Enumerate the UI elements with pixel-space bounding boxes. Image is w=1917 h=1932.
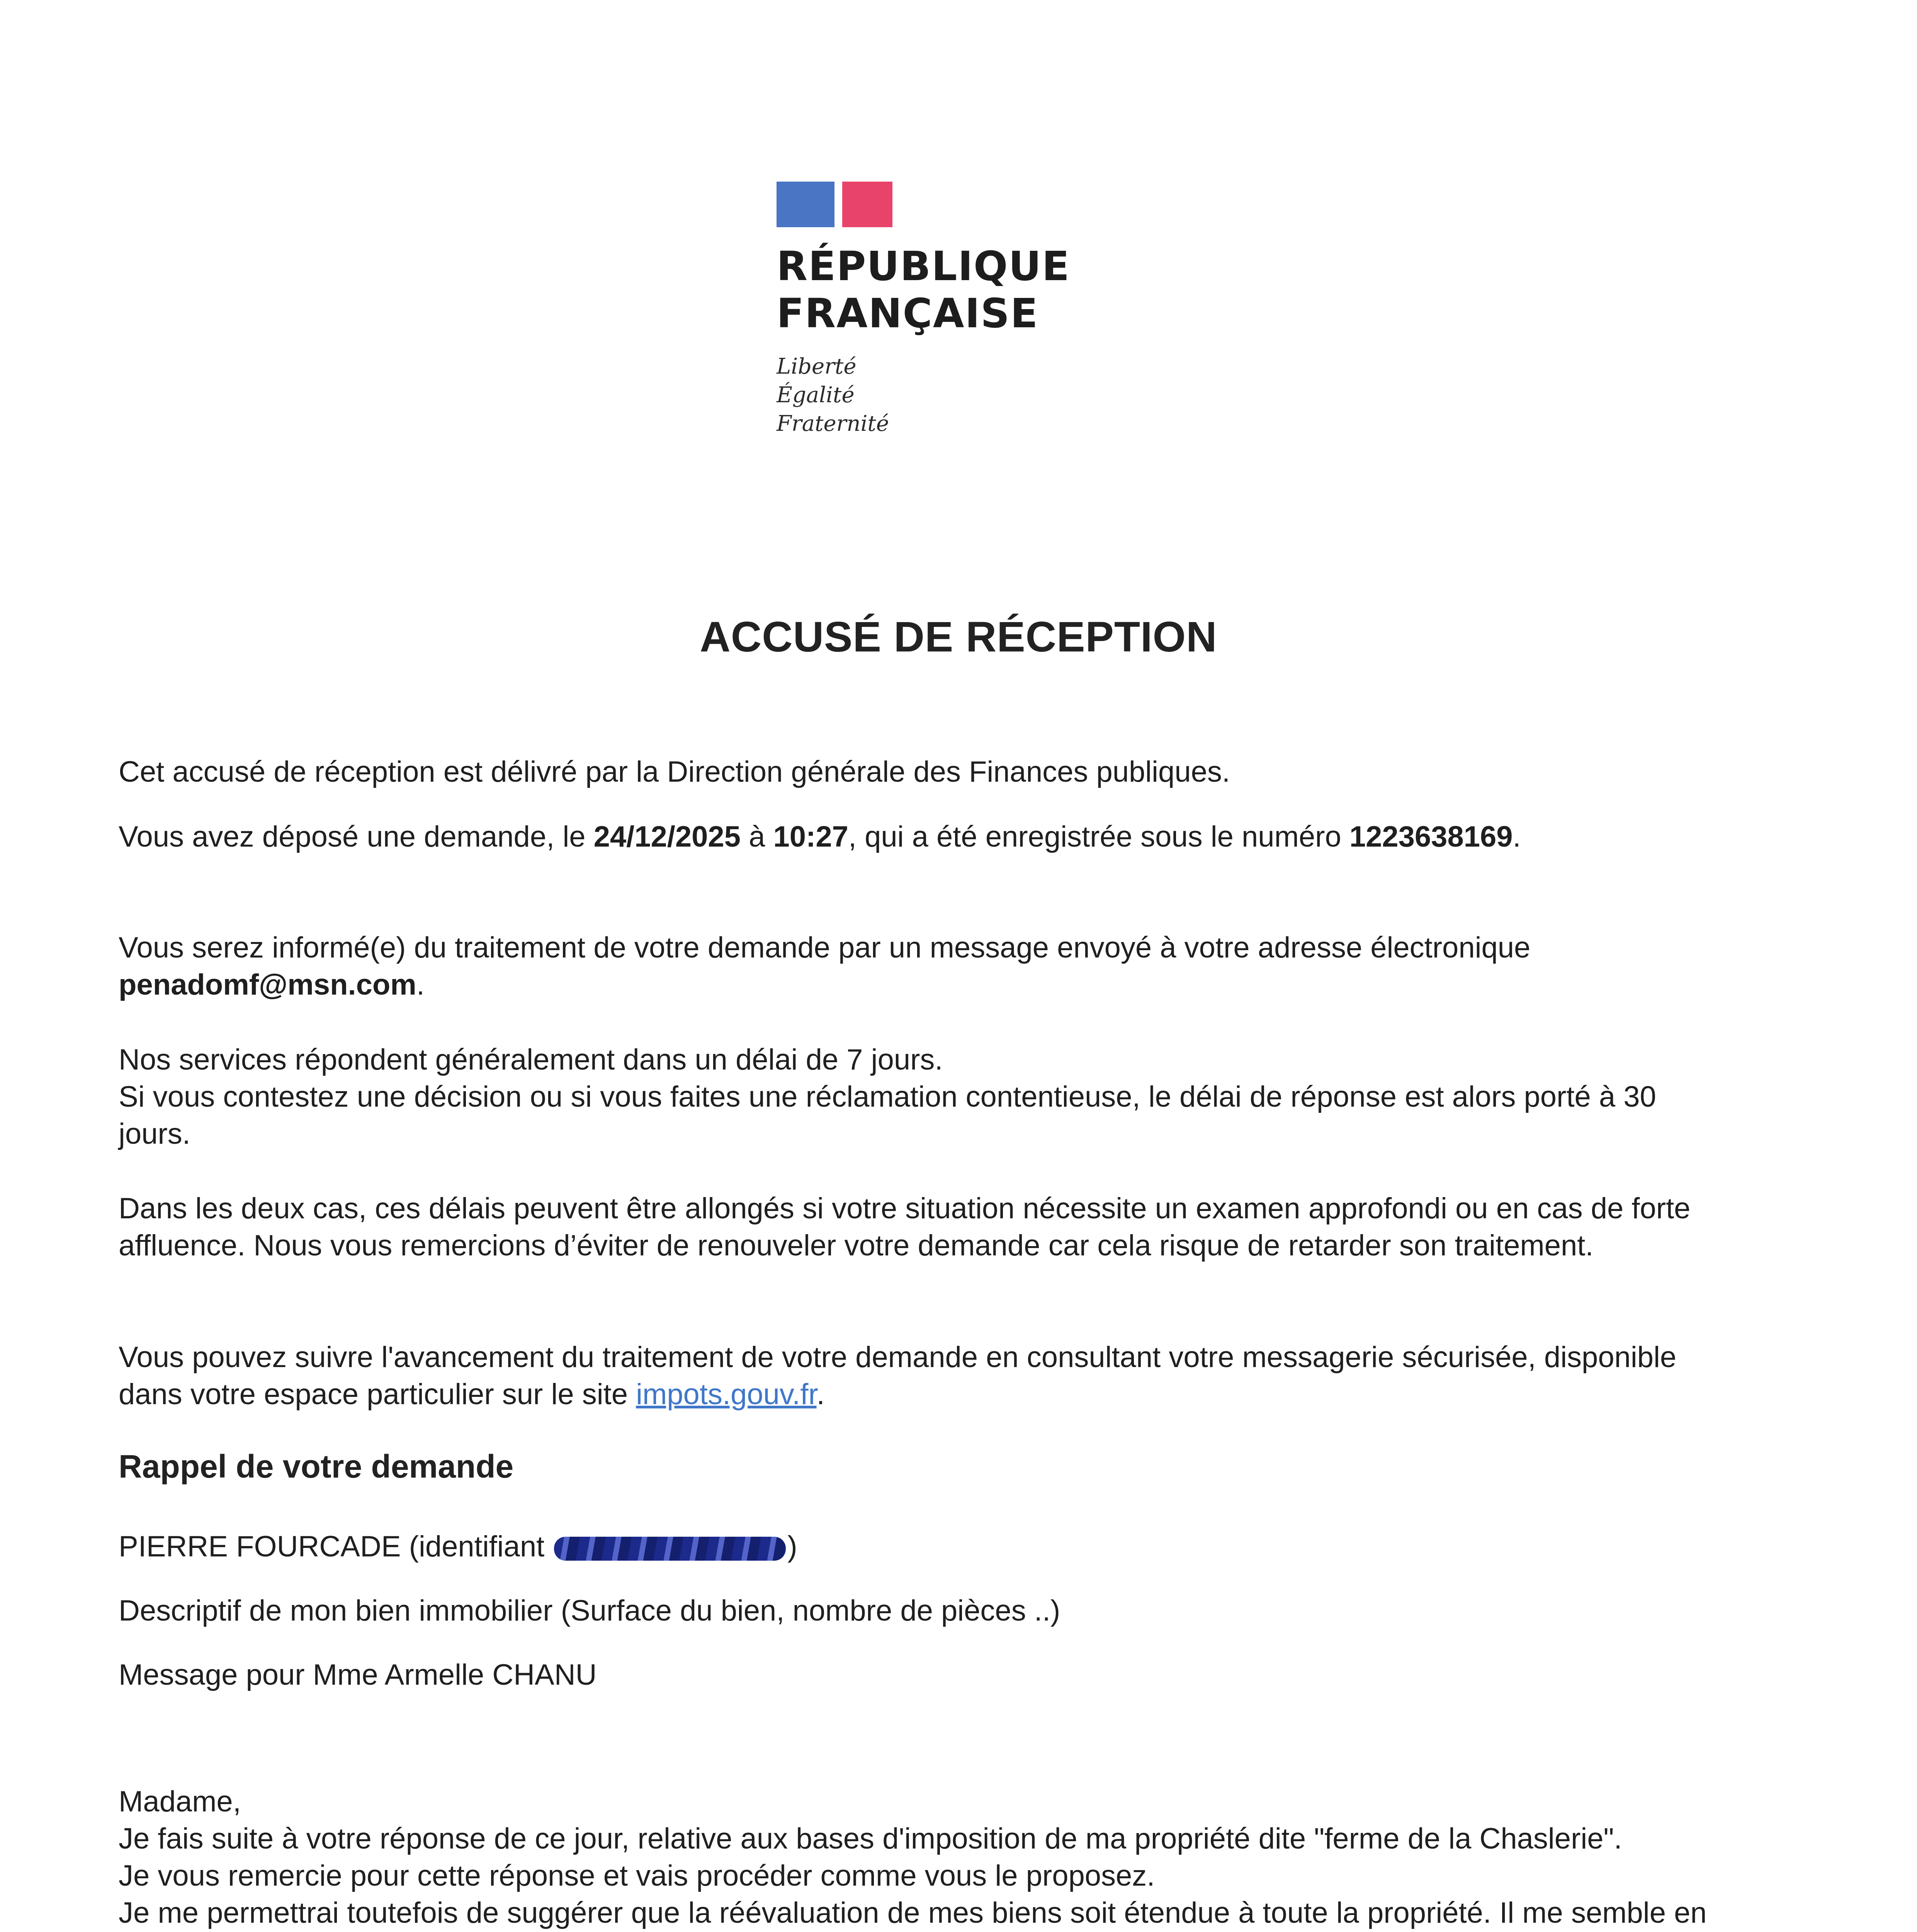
delivered-by-text: Cet accusé de réception est délivré par la Direction générale des Finances publiques.: [119, 755, 1230, 788]
motto-fraternite: Fraternité: [777, 411, 889, 436]
message-section: [119, 1783, 1722, 1932]
motto-egalite: Égalité: [777, 383, 855, 408]
recap-subject: Descriptif de mon bien immobilier (Surface du bien, nombre de pièces ..): [119, 1594, 1060, 1627]
extension-text: Dans les deux cas, ces délais peuvent être allongés si votre situation nécessite un examen approfondi ou en cas de forte affluence. Nous vous remercions d’éviter de renouveler votre demande car cela risque de retarder son traitement.: [119, 1192, 1691, 1262]
deposit-time: 10:27: [773, 820, 848, 853]
recap-title: Rappel de votre demande: [119, 1448, 514, 1485]
rf-name: [777, 243, 1070, 337]
intro-section: [119, 753, 1722, 855]
tracking-text: Vous pouvez suivre l'avancement du traitement de votre demande en consultant votre messagerie sécurisée, disponible dans votre espace particulier sur le site impots.gouv.fr.: [119, 1341, 1677, 1411]
delay-line-1: Nos services répondent généralement dans un délai de 7 jours.: [119, 1043, 943, 1076]
rf-name-line2: FRANÇAISE: [777, 290, 1039, 337]
rf-name-line1: RÉPUBLIQUE: [777, 243, 1070, 290]
deposit-line: Vous avez déposé une demande, le 24/12/2025 à 10:27, qui a été enregistrée sous le numéro 1223638169.: [119, 820, 1521, 853]
page-title: ACCUSÉ DE RÉCEPTION: [700, 613, 1217, 661]
redacted-identifier: [554, 1537, 786, 1561]
message-line: Madame,: [119, 1785, 241, 1818]
request-number: 1223638169: [1349, 820, 1513, 853]
republique-francaise-logo: [777, 182, 1070, 438]
message-line: Je me permettrai toutefois de suggérer que la réévaluation de mes biens soit étendue à toute la propriété. Il me semble en: [119, 1896, 1707, 1929]
notification-section: [119, 929, 1722, 1003]
message-line: Je vous remercie pour cette réponse et vais procéder comme vous le proposez.: [119, 1859, 1155, 1892]
recap-recipient: Message pour Mme Armelle CHANU: [119, 1658, 597, 1691]
delays-section: [119, 1041, 1722, 1153]
impots-link[interactable]: impots.gouv.fr: [636, 1378, 817, 1411]
delay-line-2: Si vous contestez une décision ou si vous faites une réclamation contentieuse, le délai de réponse est alors porté à 30 jours.: [119, 1080, 1656, 1150]
deposit-date: 24/12/2025: [593, 820, 741, 853]
recap-identity: PIERRE FOURCADE (identifiant ): [119, 1530, 797, 1563]
notification-text: Vous serez informé(e) du traitement de votre demande par un message envoyé à votre adresse électronique penadomf@msn.com.: [119, 931, 1531, 1001]
tracking-section: [119, 1339, 1722, 1413]
marianne-flag-icon: [777, 182, 892, 227]
extension-section: [119, 1190, 1722, 1264]
rf-motto: [777, 352, 1066, 438]
message-line: Je fais suite à votre réponse de ce jour, relative aux bases d'imposition de ma propriété dite "ferme de la Chaslerie".: [119, 1822, 1622, 1855]
notification-email: penadomf@msn.com: [119, 968, 416, 1001]
motto-liberte: Liberté: [777, 354, 857, 379]
recap-section: [119, 1447, 1722, 1694]
